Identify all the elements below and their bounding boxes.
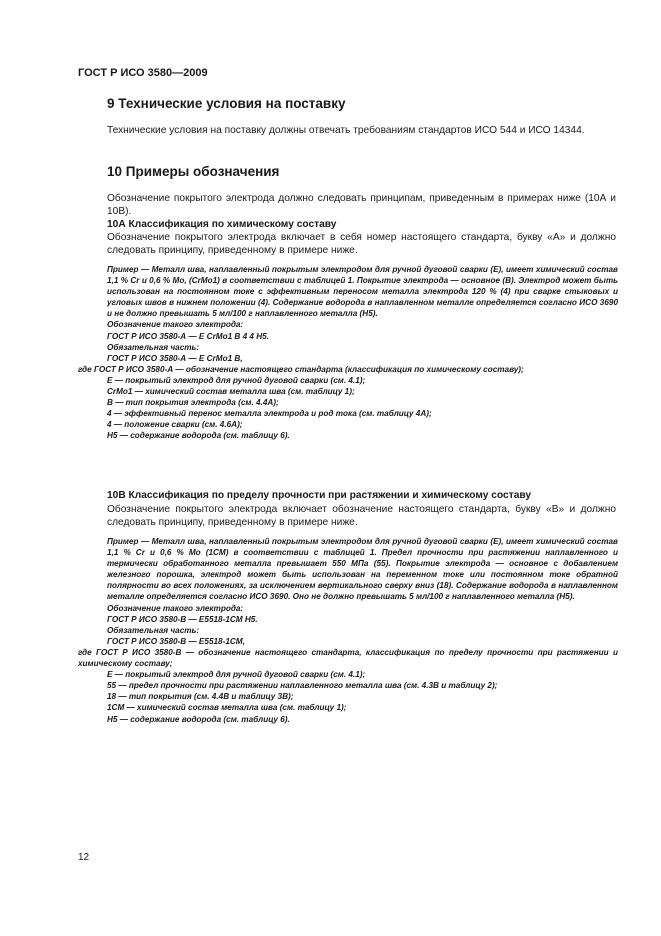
example-10b-item: Н5 — содержание водорода (см. таблицу 6). [107,714,290,724]
example-10b-where: где ГОСТ Р ИСО 3580-В — обозначение настоящего стандарта, классификация по пределу прочности при растяжении и химическому составу; [78,647,618,669]
example-10b-line: Обозначение такого электрода: [107,603,244,613]
example-10a-line: ГОСТ Р ИСО 3580-А — Е CrMo1 В 4 4 Н5. [107,331,270,341]
example-10b-item: Е — покрытый электрод для ручной дуговой сварки (см. 4.1); [107,670,366,680]
example-10a-line: ГОСТ Р ИСО 3580-А — Е CrMo1 В, [107,353,243,363]
example-10b [78,536,618,725]
section-10-title: 10 Примеры обозначения [107,164,280,179]
example-10a-item: В — тип покрытия электрода (см. 4.4А); [107,398,279,408]
section-9-paragraph: Технические условия на поставку должны отвечать требованиям стандартов ИСО 544 и ИСО 14344. [107,125,585,136]
example-10b-paragraph: Пример — Металл шва, наплавленный покрытым электродом для ручной дуговой сварки (Е), имеет химический состав 1,1 % Cr и 0,6 % Mo (1CM) в соответствии с таблицей 1. Предел прочности при растяжении наплавленного и термически обработанного металла превышает 550 МПа (55). Покрытие электрода — основное с добавлением железного порошка, электрод может быть использован на переменном токе или постоянном токе обратной полярности во всех положениях, за исключением вертикального сверху вниз (18). Содержание водорода в наплавленном металле определяется согласно ИСО 3690. Оно не должно превышать 5 мл/100 г наплавленного металла (Н5). [107,537,618,602]
subsection-10a-paragraph: Обозначение покрытого электрода включает в себя номер настоящего стандарта, букву «А» и должно следовать принципу, приведенному в примере ниже. [107,232,616,257]
example-10a-item: 4 — эффективный перенос металла электрода и род тока (см. таблицу 4А); [107,409,432,419]
example-10a-paragraph: Пример — Металл шва, наплавленный покрытым электродом для ручной дуговой сварки (Е), имеет химический состав 1,1 % Cr и 0,6 % Mo, (CrMo1) в соответствии с таблицей 1. Покрытие электрода — основное (В). Электрод может быть использован на постоянном токе с эффективным переносом металла электрода 120 % (4) при сварке стыковых и угловых швов в нижнем положении (4). Содержание водорода в наплавленном металле определяется согласно ИСО 3690 и не должно превышать 5 мл/100 г наплавленного металла (Н5). [107,265,618,319]
section-10-text [78,192,616,219]
section-9-text [78,124,616,137]
example-10a-item: Н5 — содержание водорода (см. таблицу 6). [107,431,290,441]
page-header: ГОСТ Р ИСО 3580—2009 [78,67,208,79]
example-10a [78,264,618,442]
section-10-paragraph: Обозначение покрытого электрода должно следовать принципам, приведенным в примерах ниже (10А и 10В). [107,193,616,218]
subsection-10b-paragraph: Обозначение покрытого электрода включает обозначение настоящего стандарта, букву «В» и должно следовать принципу, приведенному в примере ниже. [107,504,616,529]
subsection-10b-text [78,503,616,530]
example-10a-item: 4 — положение сварки (см. 4.6А); [107,420,243,430]
subsection-10a-text [78,231,616,258]
page-number: 12 [78,852,90,863]
subsection-10a-title: 10А Классификация по химическому составу [107,219,337,230]
example-10a-line: Обозначение такого электрода: [107,320,244,330]
example-10a-item: CrMo1 — химический состав металла шва (см. таблицу 1); [107,387,355,397]
example-10a-where: где ГОСТ Р ИСО 3580-А — обозначение настоящего стандарта (классификация по химическому составу); [78,364,524,374]
example-10b-line: Обязательная часть: [107,625,200,635]
subsection-10b-title: 10В Классификация по пределу прочности при растяжении и химическому составу [107,490,532,501]
example-10b-item: 55 — предел прочности при растяжении наплавленного металла шва (см. 4.3В и таблицу 2); [107,681,498,691]
example-10a-item: Е — покрытый электрод для ручной дуговой сварки (см. 4.1); [107,375,366,385]
example-10b-line: ГОСТ Р ИСО 3580-В — Е5518-1CM, [107,636,245,646]
example-10b-item: 18 — тип покрытия (см. 4.4В и таблицу 3В); [107,692,294,702]
example-10b-item: 1CM — химический состав металла шва (см. таблицу 1); [107,703,347,713]
example-10b-line: ГОСТ Р ИСО 3580-В — Е5518-1CM Н5. [107,614,258,624]
example-10a-line: Обязательная часть: [107,342,200,352]
section-9-title: 9 Технические условия на поставку [107,96,346,111]
